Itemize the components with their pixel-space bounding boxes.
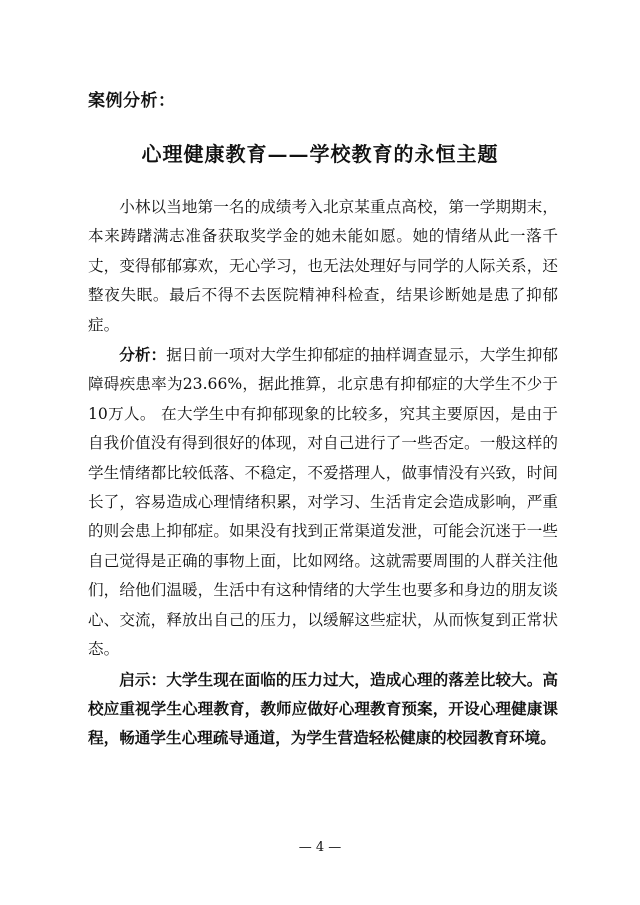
case-paragraph [88, 193, 558, 340]
document-title: 心理健康教育——学校教育的永恒主题 [141, 142, 499, 166]
page-number: — 4 — [298, 840, 342, 855]
section-label: 案例分析： [88, 91, 176, 111]
insight-text: 大学生现在面临的压力过大，造成心理的落差比较大。高校应重视学生心理教育，教师应做好心理教育预案，开设心理健康课程，畅通学生心理疏导通道，为学生营造轻松健康的校园教育环境。 [88, 669, 558, 748]
analysis-text: 据日前一项对大学生抑郁症的抽样调查显示，大学生抑郁障碍疾患率为23.66%，据此推算，北京患有抑郁症的大学生不少于10万人。 在大学生中有抑郁现象的比较多，究其主要原因，是由于自我价值没有得到很好的体现，对自己进行了一些否定。一般这样的学生情绪都比较低落、不稳定，不爱搭理人，做事情没有兴致，时间长了，容易造成心理情绪积累，对学习、生活肯定会造成影响，严重的则会患上抑郁症。如果没有找到正常渠道发泄，可能会沉迷于一些自己觉得是正确的事物上面，比如网络。这就需要周围的人群关注他们，给他们温暖，生活中有这种情绪的大学生也要多和身边的朋友谈心、交流，释放出自己的压力，以缓解这些症状，从而恢复到正常状态。 [88, 346, 558, 659]
insight-paragraph [88, 665, 558, 753]
insight-lead: 启示： [119, 669, 167, 689]
analysis-paragraph [88, 340, 558, 664]
document-body [88, 193, 558, 753]
case-text: 小林以当地第一名的成绩考入北京某重点高校，第一学期期末，本来踌躇满志准备获取奖学金的她未能如愿。她的情绪从此一落千丈，变得郁郁寡欢，无心学习，也无法处理好与同学的人际关系，还整夜失眠。最后不得不去医院精神科检查，结果诊断她是患了抑郁症。 [88, 198, 558, 334]
analysis-lead: 分析： [119, 345, 167, 365]
